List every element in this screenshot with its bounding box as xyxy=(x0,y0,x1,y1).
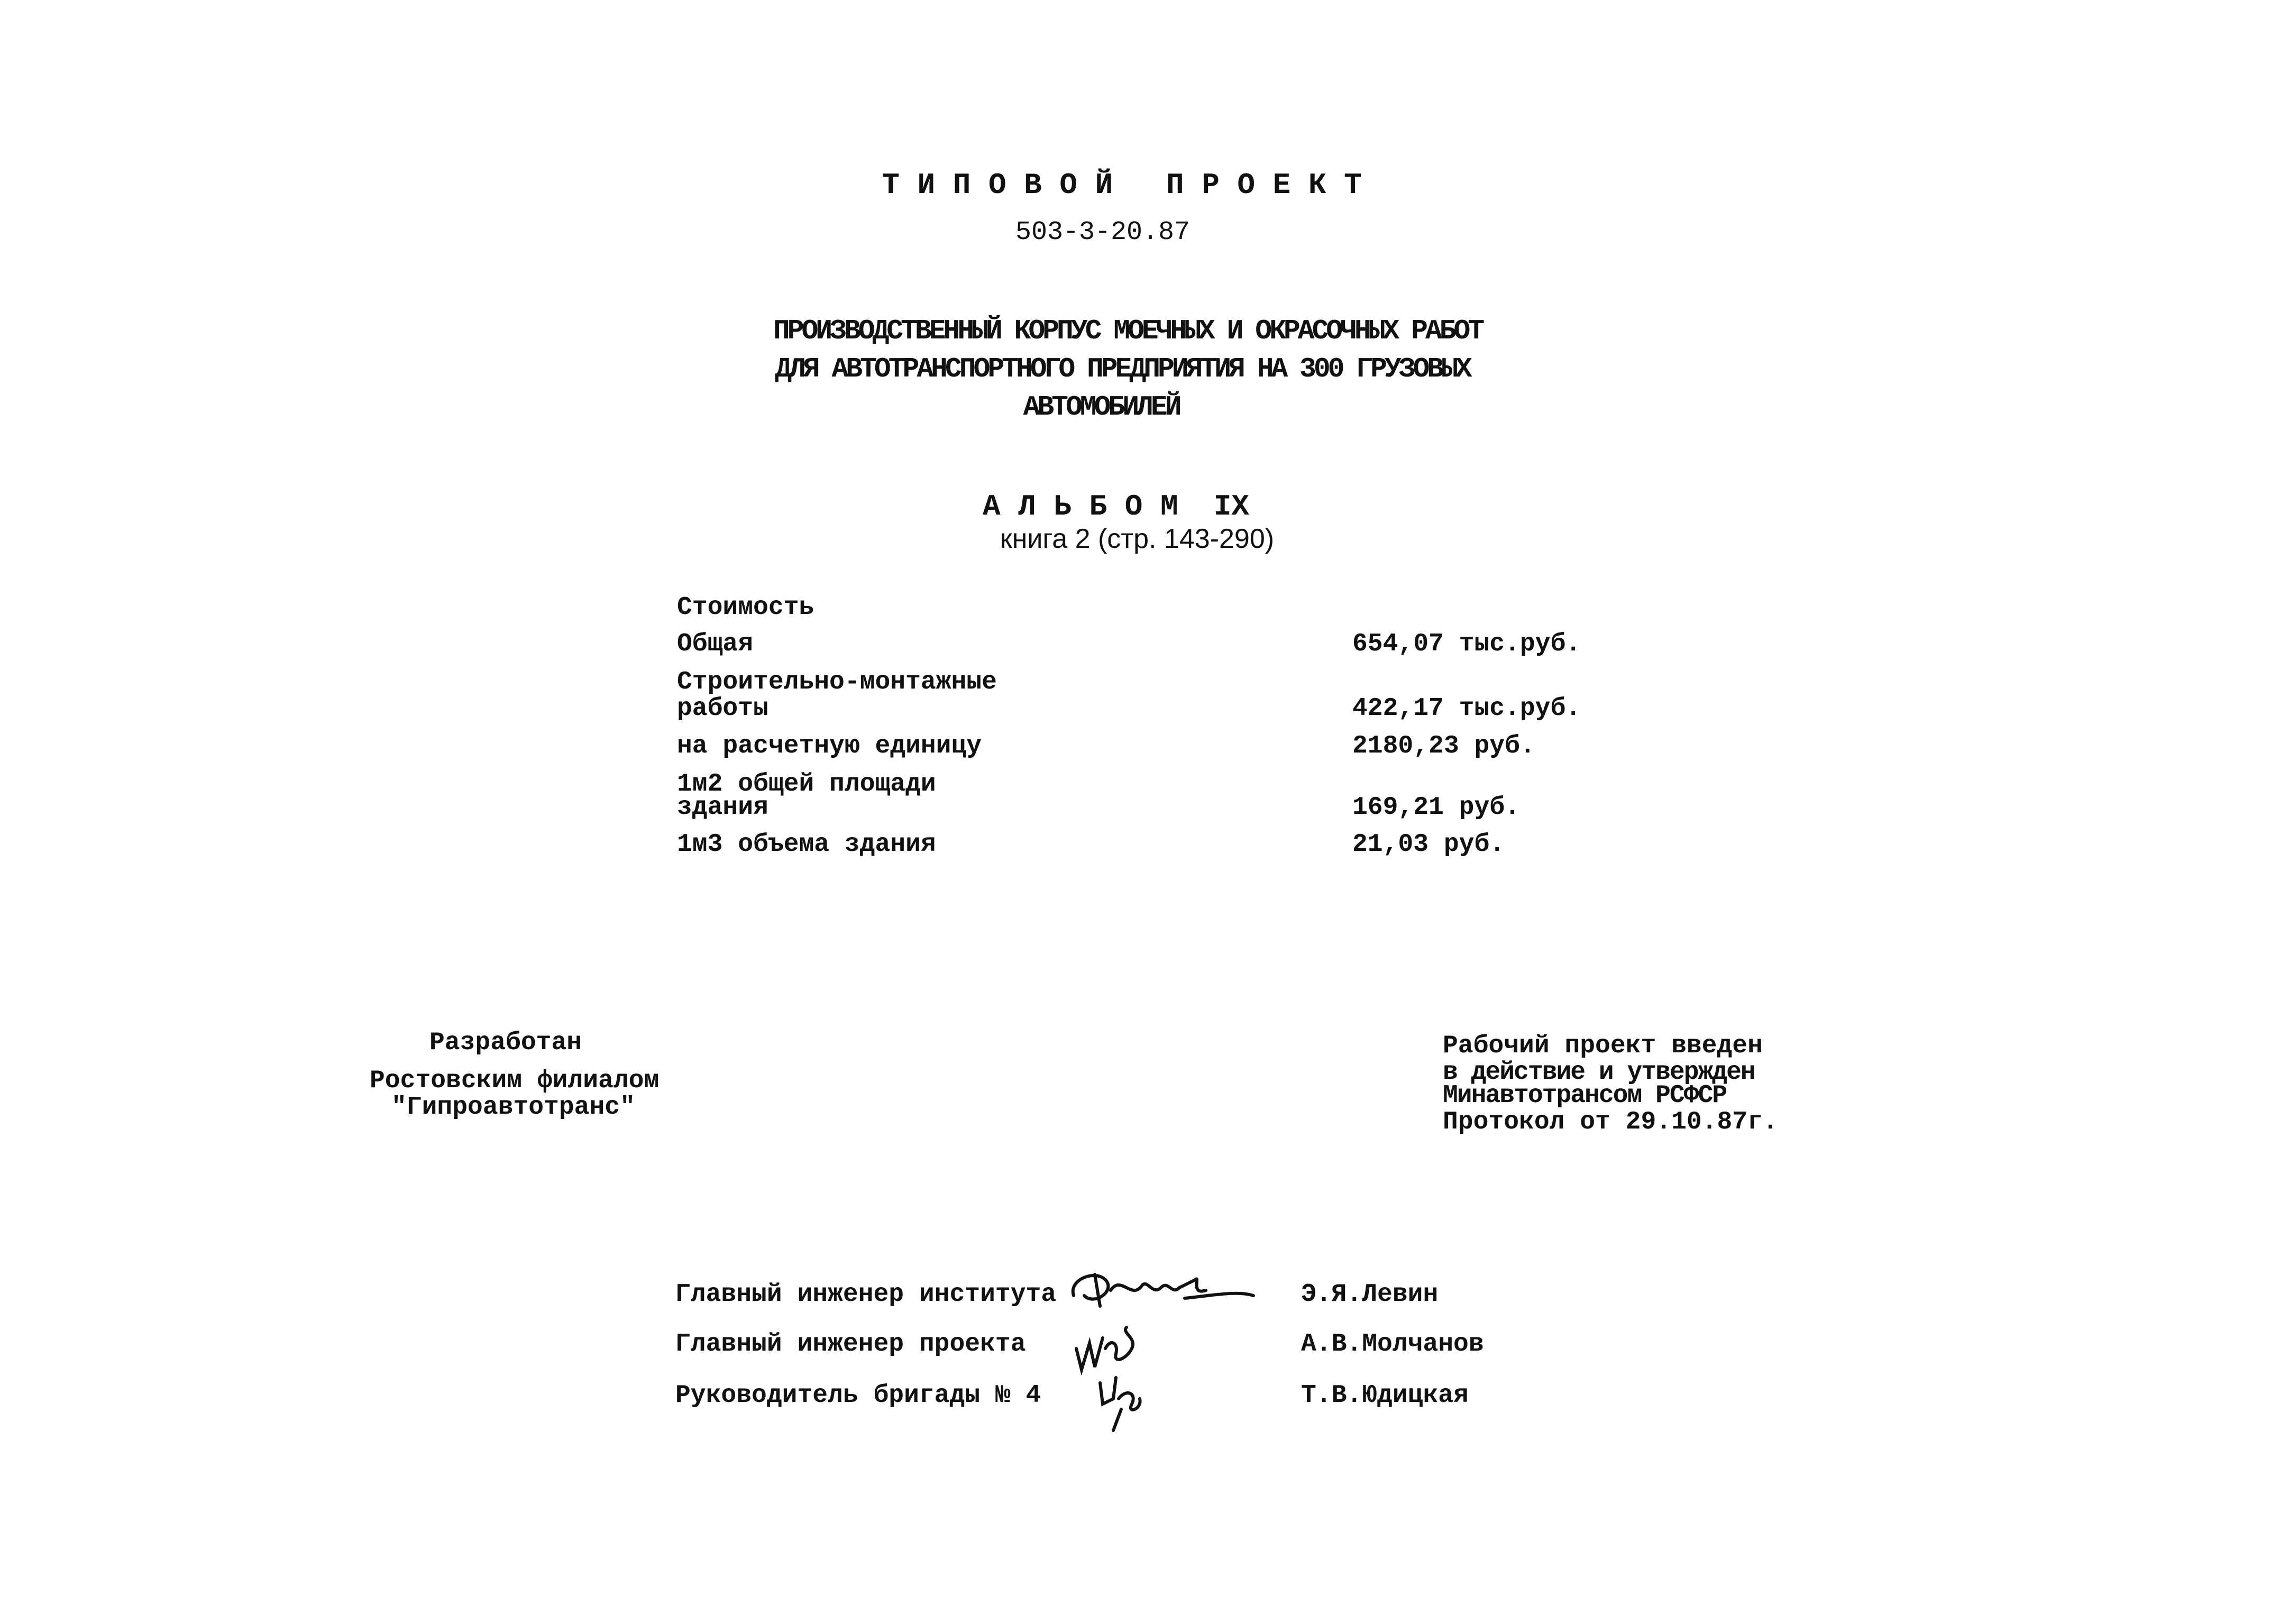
cost-value: 21,03 руб. xyxy=(1352,830,1505,859)
signature-yuditskaya xyxy=(1089,1367,1158,1436)
approval-line: в действие и утвержден xyxy=(1443,1058,1755,1087)
approval-line: Протокол от 29.10.87г. xyxy=(1443,1108,1778,1136)
cost-value: 654,07 тыс.руб. xyxy=(1352,630,1581,658)
title-line-1: ПРОИЗВОДСТВЕННЫЙ КОРПУС МОЕЧНЫХ И ОКРАСОЧНЫХ РАБОТ xyxy=(773,315,1482,347)
project-number: 503-3-20.87 xyxy=(1015,217,1191,247)
approval-line: Рабочий проект введен xyxy=(1443,1032,1763,1060)
document-type: Т И П О В О Й П Р О Е К Т xyxy=(882,168,1362,202)
developer-line: "Гипроавтотранс" xyxy=(391,1093,635,1122)
cost-label: 1м3 объема здания xyxy=(677,830,936,859)
signatory-name: Т.В.Юдицкая xyxy=(1301,1381,1469,1410)
cost-label: Общая xyxy=(677,630,754,658)
book-pages: книга 2 (стр. 143-290) xyxy=(1000,524,1275,554)
signatory-role: Главный инженер института xyxy=(675,1280,1057,1309)
cost-label: здания xyxy=(677,793,768,822)
cost-heading: Стоимость xyxy=(677,593,814,622)
title-line-2: ДЛЯ АВТОТРАНСПОРТНОГО ПРЕДПРИЯТИЯ НА 300 ГРУЗОВЫХ xyxy=(775,353,1470,385)
cost-label: на расчетную единицу xyxy=(677,732,982,760)
cost-label: Строительно-монтажные xyxy=(677,668,997,696)
approval-line: Минавтотрансом РСФСР xyxy=(1443,1081,1727,1110)
developer-line: Ростовским филиалом xyxy=(370,1067,660,1095)
cost-value: 169,21 руб. xyxy=(1352,793,1520,822)
signatory-name: Э.Я.Левин xyxy=(1301,1280,1439,1309)
title-line-3: АВТОМОБИЛЕЙ xyxy=(1023,391,1179,423)
album-number: А Л Ь Б О М IX xyxy=(982,490,1250,524)
developer-line: Разработан xyxy=(429,1029,582,1057)
signatory-name: А.В.Молчанов xyxy=(1301,1330,1484,1359)
cost-label: работы xyxy=(677,694,768,723)
cost-label: 1м2 общей площади xyxy=(677,770,936,799)
signatory-role: Руководитель бригады № 4 xyxy=(675,1381,1041,1410)
cost-value: 422,17 тыс.руб. xyxy=(1352,694,1581,723)
cost-value: 2180,23 руб. xyxy=(1352,732,1535,760)
signatory-role: Главный инженер проекта xyxy=(675,1330,1026,1359)
signature-levin xyxy=(1063,1259,1264,1322)
